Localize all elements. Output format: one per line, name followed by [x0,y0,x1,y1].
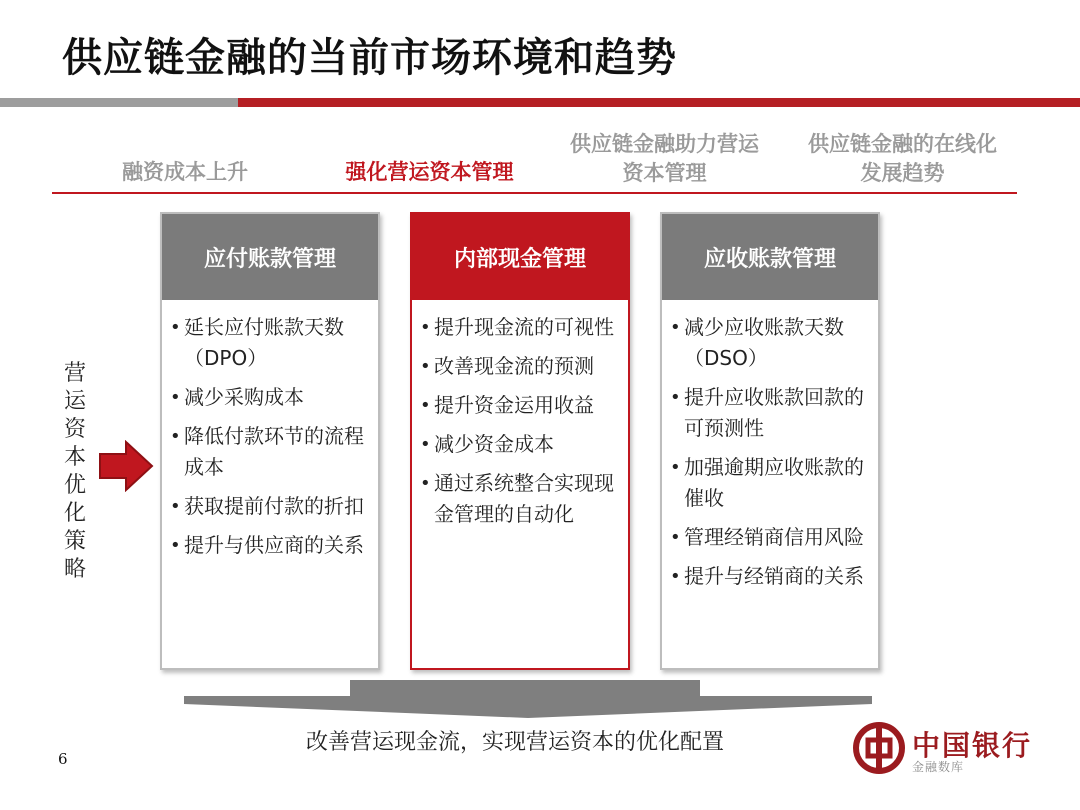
column-header: 内部现金管理 [412,214,628,300]
tab-scf-online-trend: 供应链金融的在线化发展趋势 [808,132,997,185]
tab-scf-working-capital: 供应链金融助力营运资本管理 [570,132,759,185]
tab-financing-cost: 融资成本上升 [122,160,248,184]
list-item: • 加强逾期应收账款的催收 [670,452,870,514]
list-item: • 减少资金成本 [420,429,620,460]
column-payables [160,212,380,670]
title-underline-red [238,98,1080,107]
column-list [412,300,628,530]
down-arrow-icon [178,680,878,720]
conclusion-text: 改善营运现金流，实现营运资本的优化配置 [305,730,724,755]
side-label-char: 化 [63,501,86,526]
list-item: • 提升现金流的可视性 [420,312,620,343]
column-header: 应付账款管理 [162,214,378,300]
tabs-divider [52,192,1017,194]
watermark-text: 金融数库 [912,760,965,774]
right-arrow-icon [98,440,154,492]
list-item: • 获取提前付款的折扣 [170,491,370,522]
list-item: • 减少应收账款天数（DSO） [670,312,870,374]
side-label-char: 略 [63,557,86,582]
column-receivables [660,212,880,670]
column-cash-management [410,212,630,670]
bank-logo-icon [853,722,905,774]
list-item: • 提升与经销商的关系 [670,561,870,592]
tab-working-capital: 强化营运资本管理 [345,160,514,184]
side-label [60,360,90,584]
column-list [662,300,878,592]
list-item: • 通过系统整合实现现金管理的自动化 [420,468,620,530]
list-item: • 提升应收账款回款的可预测性 [670,382,870,444]
side-label-char: 资 [63,417,86,442]
side-label-char: 营 [63,361,86,386]
list-item: • 管理经销商信用风险 [670,522,870,553]
column-header: 应收账款管理 [662,214,878,300]
list-item: • 提升与供应商的关系 [170,530,370,561]
side-label-char: 本 [63,445,86,470]
list-item: • 降低付款环节的流程成本 [170,421,370,483]
side-label-char: 策 [63,529,86,554]
title-underline-gray [0,98,238,107]
column-list [162,300,378,561]
list-item: • 改善现金流的预测 [420,351,620,382]
side-label-char: 运 [63,389,86,414]
list-item: • 减少采购成本 [170,382,370,413]
list-item: • 提升资金运用收益 [420,390,620,421]
bank-logo-text: 中国银行 [912,729,1033,762]
slide-title: 供应链金融的当前市场环境和趋势 [62,35,677,81]
side-label-char: 优 [63,473,86,498]
list-item: • 延长应付账款天数（DPO） [170,312,370,374]
page-number: 6 [58,750,68,768]
